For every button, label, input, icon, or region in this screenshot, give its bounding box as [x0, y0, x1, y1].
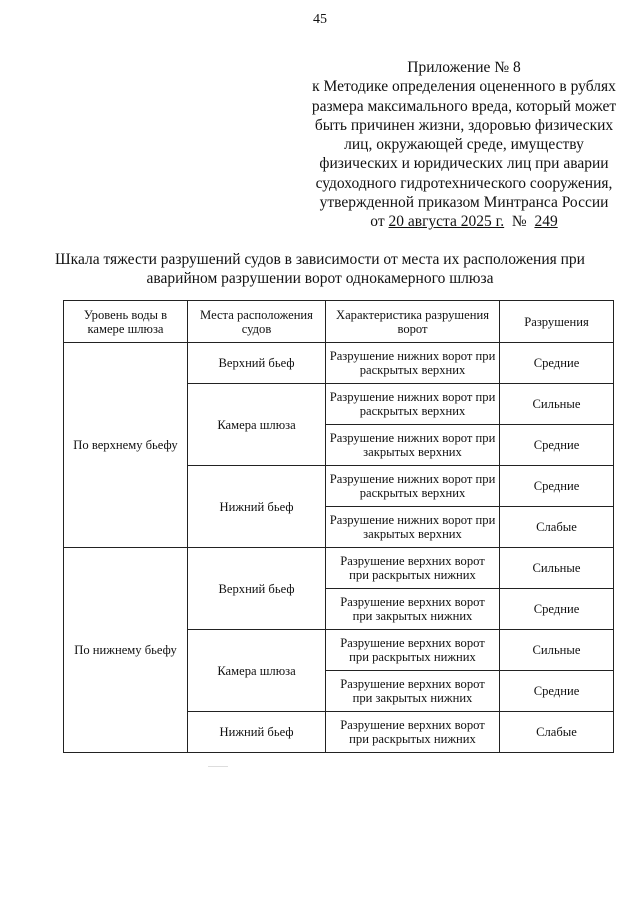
- damage-cell: Средние: [500, 589, 614, 630]
- damage-cell: Сильные: [500, 630, 614, 671]
- date-prefix: от: [370, 213, 389, 231]
- appendix-line-4: быть причинен жизни, здоровью физических: [314, 116, 614, 134]
- location-cell: Камера шлюза: [188, 630, 326, 712]
- order-date: 20 августа 2025 г.: [388, 213, 505, 231]
- location-cell: Верхний бьеф: [188, 548, 326, 630]
- damage-cell: Средние: [500, 466, 614, 507]
- characteristic-cell: Разрушение нижних ворот при закрытых верхних: [326, 507, 500, 548]
- location-cell: Нижний бьеф: [188, 466, 326, 548]
- characteristic-cell: Разрушение нижних ворот при раскрытых верхних: [326, 384, 500, 425]
- appendix-line-5: лиц, окружающей среде, имуществу: [344, 136, 584, 154]
- appendix-line-3: размера максимального вреда, который может: [311, 97, 617, 115]
- characteristic-cell: Разрушение верхних ворот при раскрытых нижних: [326, 548, 500, 589]
- characteristic-cell: Разрушение нижних ворот при раскрытых верхних: [326, 466, 500, 507]
- damage-cell: Средние: [500, 425, 614, 466]
- appendix-line-6: физических и юридических лиц при аварии: [319, 155, 609, 173]
- damage-cell: Средние: [500, 343, 614, 384]
- order-number: 249: [534, 213, 558, 231]
- header-gate-damage: Характеристика разрушения ворот: [326, 301, 500, 343]
- characteristic-cell: Разрушение верхних ворот при закрытых нижних: [326, 589, 500, 630]
- damage-scale-table: [63, 300, 614, 753]
- page-number: 45: [313, 12, 327, 27]
- header-damage-level: Разрушения: [500, 301, 614, 343]
- number-sign: №: [511, 213, 527, 231]
- damage-cell: Сильные: [500, 548, 614, 589]
- header-vessel-location: Места расположения судов: [188, 301, 326, 343]
- location-cell: Нижний бьеф: [188, 712, 326, 753]
- title-line-2: аварийном разрушении ворот однокамерного шлюза: [146, 270, 494, 287]
- appendix-line-8: утвержденной приказом Минтранса России: [319, 194, 609, 212]
- header-water-level: Уровень воды в камере шлюза: [64, 301, 188, 343]
- location-cell: Верхний бьеф: [188, 343, 326, 384]
- damage-cell: Сильные: [500, 384, 614, 425]
- water-level-cell: По верхнему бьефу: [64, 343, 188, 548]
- scan-mark: [208, 766, 228, 767]
- title-line-1: Шкала тяжести разрушений судов в зависимости от места их расположения при: [55, 251, 585, 268]
- water-level-cell: По нижнему бьефу: [64, 548, 188, 753]
- characteristic-cell: Разрушение нижних ворот при раскрытых верхних: [326, 343, 500, 384]
- characteristic-cell: Разрушение верхних ворот при раскрытых нижних: [326, 712, 500, 753]
- table-row: [64, 343, 614, 384]
- table-row: [64, 548, 614, 589]
- document-title: [40, 250, 600, 288]
- table-header-row: [64, 301, 614, 343]
- appendix-header: [300, 58, 628, 232]
- characteristic-cell: Разрушение верхних ворот при закрытых нижних: [326, 671, 500, 712]
- characteristic-cell: Разрушение нижних ворот при закрытых верхних: [326, 425, 500, 466]
- location-cell: Камера шлюза: [188, 384, 326, 466]
- appendix-line-2: к Методике определения оцененного в рублях: [312, 78, 616, 96]
- damage-cell: Слабые: [500, 507, 614, 548]
- appendix-title: Приложение № 8: [407, 59, 521, 76]
- damage-cell: Средние: [500, 671, 614, 712]
- order-date-line: [300, 212, 628, 231]
- characteristic-cell: Разрушение верхних ворот при раскрытых нижних: [326, 630, 500, 671]
- damage-cell: Слабые: [500, 712, 614, 753]
- appendix-line-7: судоходного гидротехнического сооружения,: [315, 174, 613, 192]
